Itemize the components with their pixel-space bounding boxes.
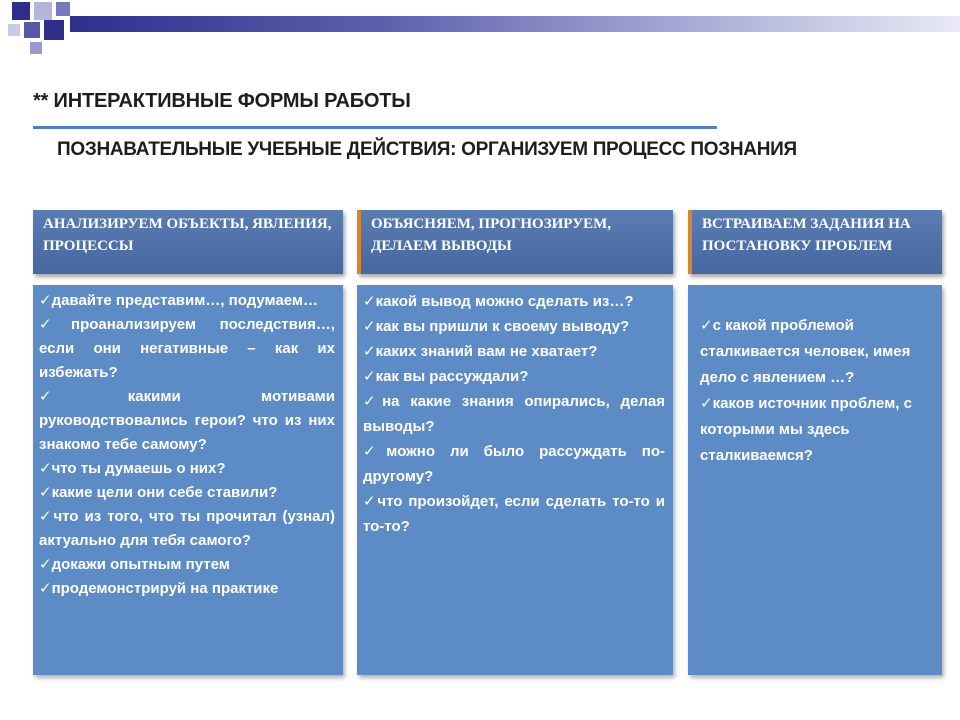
column-header-label: АНАЛИЗИРУЕМ ОБЪЕКТЫ, ЯВЛЕНИЯ, ПРОЦЕССЫ <box>43 216 332 254</box>
list-item: ✓докажи опытным путем <box>39 556 230 573</box>
decorative-header <box>0 0 960 60</box>
column-header-label: ВСТРАИВАЕМ ЗАДАНИЯ НА ПОСТАНОВКУ ПРОБЛЕМ <box>702 216 911 254</box>
column-header-analyze <box>33 210 343 274</box>
deco-square <box>12 2 30 20</box>
title-underline <box>33 126 717 129</box>
list-item: ✓каков источник проблем, с которыми мы здесь сталкиваемся? <box>700 395 912 464</box>
list-item: ✓как вы пришли к своему выводу? <box>363 318 630 335</box>
list-item: ✓что произойдет, если сделать то-то и то-то? <box>363 493 665 535</box>
list-item: ✓какой вывод можно сделать из…? <box>363 293 634 310</box>
list-item: ✓давайте представим…, подумаем… <box>39 292 319 309</box>
deco-square <box>24 22 40 38</box>
slide-title: ** ИНТЕРАКТИВНЫЕ ФОРМЫ РАБОТЫ <box>33 90 411 112</box>
deco-square <box>56 2 70 16</box>
list-item: ✓какие цели они себе ставили? <box>39 484 278 501</box>
list-item: ✓какими мотивами руководствовались герои? что из них знакомо тебе самому? <box>39 388 335 453</box>
deco-square <box>30 42 42 54</box>
list-item: ✓как вы рассуждали? <box>363 368 529 385</box>
column-body-problems <box>688 285 942 675</box>
column-body-explain <box>357 285 673 675</box>
list-item: ✓каких знаний вам не хватает? <box>363 343 598 360</box>
gradient-bar <box>70 16 960 32</box>
deco-square <box>8 24 20 36</box>
list-item: ✓с какой проблемой сталкивается человек, имея дело с явлением …? <box>700 317 911 386</box>
slide-subtitle: ПОЗНАВАТЕЛЬНЫЕ УЧЕБНЫЕ ДЕЙСТВИЯ: ОРГАНИЗУЕМ ПРОЦЕСС ПОЗНАНИЯ <box>57 139 797 160</box>
list-item: ✓можно ли было рассуждать по-другому? <box>363 443 665 485</box>
list-item: ✓на какие знания опирались, делая выводы? <box>363 393 665 435</box>
column-header-problems <box>688 210 942 274</box>
list-item: ✓продемонстрируй на практике <box>39 580 279 597</box>
list-item: ✓что ты думаешь о них? <box>39 460 226 477</box>
deco-square <box>34 2 52 20</box>
column-body-analyze <box>33 285 343 675</box>
list-item: ✓что из того, что ты прочитал (узнал) актуально для тебя самого? <box>39 508 335 549</box>
column-header-explain <box>357 210 673 274</box>
column-header-label: ОБЪЯСНЯЕМ, ПРОГНОЗИРУЕМ, ДЕЛАЕМ ВЫВОДЫ <box>371 216 611 254</box>
deco-square <box>44 20 64 40</box>
list-item: ✓проанализируем последствия…, если они негативные – как их избежать? <box>39 316 335 381</box>
